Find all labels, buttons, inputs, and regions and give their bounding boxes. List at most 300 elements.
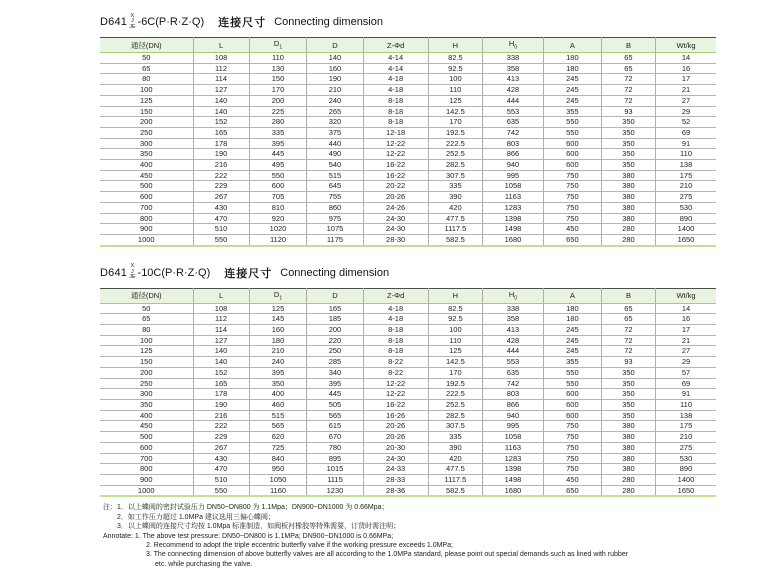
table-cell: 82.5 <box>428 53 482 64</box>
table-cell: 125 <box>249 303 307 314</box>
table-cell: 245 <box>543 346 601 357</box>
table-cell: 380 <box>601 181 655 192</box>
table-cell: 1400 <box>656 474 716 485</box>
table-cell: 600 <box>543 138 601 149</box>
table-cell: 1050 <box>249 474 307 485</box>
table-cell: 600 <box>249 181 307 192</box>
table-cell: 275 <box>656 192 716 203</box>
table-cell: 57 <box>656 367 716 378</box>
table-cell: 4-18 <box>363 85 428 96</box>
table-cell: 267 <box>193 442 249 453</box>
table-cell: 24-33 <box>363 464 428 475</box>
table-cell: 100 <box>100 85 193 96</box>
table-cell: 20-26 <box>363 192 428 203</box>
note-line: Annotate: 1. The above test pressure: DN50~DN800 is 1.1MPa; DN900~DN1000 is 0.66MPa; <box>103 532 394 540</box>
table-cell: 52 <box>656 117 716 128</box>
table-cell: 125 <box>100 95 193 106</box>
table-cell: 12-22 <box>363 149 428 160</box>
table-cell: 350 <box>601 149 655 160</box>
table-cell: 16 <box>656 314 716 325</box>
table-cell: 413 <box>482 325 543 336</box>
table-cell: 240 <box>307 95 363 106</box>
table-cell: 450 <box>100 421 193 432</box>
table-cell: 175 <box>656 421 716 432</box>
table-cell: 91 <box>656 389 716 400</box>
table-row <box>100 474 716 485</box>
table-cell: 335 <box>428 432 482 443</box>
table-cell: 112 <box>193 63 249 74</box>
table-cell: 550 <box>249 170 307 181</box>
table-cell: 582.5 <box>428 234 482 245</box>
table-cell: 165 <box>193 127 249 138</box>
table-cell: 190 <box>307 74 363 85</box>
table-cell: 750 <box>543 453 601 464</box>
table-cell: 165 <box>193 378 249 389</box>
table-cell: 300 <box>100 138 193 149</box>
table-cell: 582.5 <box>428 485 482 496</box>
table-cell: 150 <box>249 74 307 85</box>
table-cell: 550 <box>543 117 601 128</box>
table-cell: 380 <box>601 421 655 432</box>
table-cell: 780 <box>307 442 363 453</box>
table-body <box>100 53 716 246</box>
table-cell: 358 <box>482 314 543 325</box>
column-header: Wt/kg <box>656 288 716 303</box>
table-row <box>100 85 716 96</box>
table-cell: 1498 <box>482 474 543 485</box>
table-cell: 180 <box>543 303 601 314</box>
column-header: Z-Φd <box>363 38 428 53</box>
table-row <box>100 202 716 213</box>
column-header: A <box>543 38 601 53</box>
table-cell: 142.5 <box>428 357 482 368</box>
table-cell: 307.5 <box>428 170 482 181</box>
table-cell: 280 <box>601 474 655 485</box>
table-cell: 245 <box>543 95 601 106</box>
table-row <box>100 346 716 357</box>
column-header: Z-Φd <box>363 288 428 303</box>
table-cell: 428 <box>482 85 543 96</box>
table-cell: 114 <box>193 74 249 85</box>
table-row <box>100 170 716 181</box>
table-cell: 450 <box>100 170 193 181</box>
table-cell: 216 <box>193 410 249 421</box>
table-cell: 430 <box>193 453 249 464</box>
table-cell: 91 <box>656 138 716 149</box>
table-cell: 375 <box>307 127 363 138</box>
table-cell: 180 <box>543 63 601 74</box>
table-cell: 350 <box>100 149 193 160</box>
table-row <box>100 234 716 245</box>
table-header <box>100 38 716 53</box>
table-cell: 80 <box>100 74 193 85</box>
table-cell: 380 <box>601 464 655 475</box>
table-cell: 477.5 <box>428 464 482 475</box>
table-cell: 866 <box>482 399 543 410</box>
table-cell: 1000 <box>100 485 193 496</box>
table-cell: 210 <box>307 85 363 96</box>
table-cell: 20-26 <box>363 421 428 432</box>
table-cell: 553 <box>482 357 543 368</box>
table-cell: 180 <box>543 53 601 64</box>
table-cell: 125 <box>428 346 482 357</box>
table-cell: 112 <box>193 314 249 325</box>
table-cell: 400 <box>100 160 193 171</box>
table-cell: 252.5 <box>428 399 482 410</box>
table-cell: 803 <box>482 389 543 400</box>
table-cell: 500 <box>100 432 193 443</box>
table-row <box>100 192 716 203</box>
table-cell: 65 <box>100 63 193 74</box>
table-cell: 1075 <box>307 224 363 235</box>
table-cell: 160 <box>249 325 307 336</box>
table-cell: 995 <box>482 421 543 432</box>
table-cell: 800 <box>100 213 193 224</box>
table-cell: 100 <box>428 74 482 85</box>
table-cell: 620 <box>249 432 307 443</box>
table-cell: 320 <box>307 117 363 128</box>
table-row <box>100 453 716 464</box>
table-row <box>100 117 716 128</box>
table-cell: 540 <box>307 160 363 171</box>
table-cell: 16-22 <box>363 160 428 171</box>
table-cell: 245 <box>543 335 601 346</box>
table-cell: 114 <box>193 325 249 336</box>
table-cell: 72 <box>601 335 655 346</box>
table-cell: 282.5 <box>428 410 482 421</box>
table-cell: 750 <box>543 192 601 203</box>
table-cell: 20-26 <box>363 432 428 443</box>
table-cell: 225 <box>249 106 307 117</box>
table-cell: 250 <box>100 378 193 389</box>
table-cell: 1015 <box>307 464 363 475</box>
table-cell: 650 <box>543 234 601 245</box>
table-cell: 8-18 <box>363 117 428 128</box>
table-cell: 8-18 <box>363 335 428 346</box>
column-header: B <box>601 38 655 53</box>
table-cell: 1175 <box>307 234 363 245</box>
table-cell: 420 <box>428 202 482 213</box>
table-cell: 600 <box>543 160 601 171</box>
table-cell: 110 <box>656 149 716 160</box>
table-cell: 28-33 <box>363 474 428 485</box>
table-cell: 65 <box>601 314 655 325</box>
table-cell: 69 <box>656 378 716 389</box>
table-cell: 395 <box>249 367 307 378</box>
table-cell: 750 <box>543 181 601 192</box>
table-cell: 222.5 <box>428 389 482 400</box>
table-cell: 138 <box>656 160 716 171</box>
table-cell: 460 <box>249 399 307 410</box>
table-cell: 600 <box>543 389 601 400</box>
table-cell: 192.5 <box>428 127 482 138</box>
table-cell: 150 <box>100 106 193 117</box>
table-cell: 565 <box>249 421 307 432</box>
table-cell: 8-22 <box>363 357 428 368</box>
table-cell: 445 <box>249 149 307 160</box>
table-cell: 108 <box>193 303 249 314</box>
pressure-spec: -6C(P·R·Z·Q) <box>137 16 205 28</box>
table-cell: 670 <box>307 432 363 443</box>
table-cell: 8-18 <box>363 95 428 106</box>
table-cell: 1400 <box>656 224 716 235</box>
table-cell: 890 <box>656 213 716 224</box>
model-code: D641 <box>100 16 128 28</box>
table-cell: 755 <box>307 192 363 203</box>
table-cell: 995 <box>482 170 543 181</box>
table-body <box>100 303 716 496</box>
table-cell: 12-22 <box>363 378 428 389</box>
table-cell: 600 <box>543 410 601 421</box>
table-cell: 380 <box>601 442 655 453</box>
table-cell: 395 <box>249 138 307 149</box>
table-cell: 14 <box>681 303 691 313</box>
table-cell: 142.5 <box>428 106 482 117</box>
table-cell: 72 <box>601 95 655 106</box>
table-cell: 600 <box>543 399 601 410</box>
table-cell: 920 <box>249 213 307 224</box>
table-cell: 65 <box>100 314 193 325</box>
table-cell: 200 <box>249 95 307 106</box>
column-header: 通径(DN) <box>100 288 193 303</box>
table-cell: 72 <box>601 74 655 85</box>
table-cell: 265 <box>307 106 363 117</box>
table-cell: 550 <box>193 485 249 496</box>
table-cell: 92.5 <box>428 63 482 74</box>
table-cell: 222.5 <box>428 138 482 149</box>
model-variant: X <box>130 12 135 19</box>
table-cell: 108 <box>193 53 249 64</box>
table-cell: 380 <box>601 170 655 181</box>
table-cell: 50 <box>100 53 193 64</box>
section-title-6c <box>100 9 720 35</box>
column-header: H <box>428 38 482 53</box>
column-header: L <box>193 38 249 53</box>
model-variant-stack <box>129 14 135 31</box>
table-cell: 380 <box>601 213 655 224</box>
table-cell: 252.5 <box>428 149 482 160</box>
table-cell: 12-18 <box>363 127 428 138</box>
table-cell: 1058 <box>482 432 543 443</box>
table-cell: 950 <box>249 464 307 475</box>
table-cell: 8-22 <box>363 367 428 378</box>
table-cell: 495 <box>249 160 307 171</box>
table-row <box>100 367 716 378</box>
table-cell: 470 <box>193 464 249 475</box>
table-cell: 355 <box>543 357 601 368</box>
table-cell: 192.5 <box>428 378 482 389</box>
table-cell: 413 <box>482 74 543 85</box>
table-cell: 216 <box>193 160 249 171</box>
table-cell: 24-30 <box>363 453 428 464</box>
table-cell: 24-30 <box>363 224 428 235</box>
table-cell: 490 <box>307 149 363 160</box>
table-cell: 267 <box>193 192 249 203</box>
column-header: D <box>307 288 363 303</box>
table-cell: 1283 <box>482 202 543 213</box>
table-cell: 335 <box>249 127 307 138</box>
table-cell: 240 <box>249 357 307 368</box>
table-cell: 350 <box>601 367 655 378</box>
table-cell: 338 <box>482 303 543 314</box>
table-cell: 127 <box>193 85 249 96</box>
table-cell: 1020 <box>249 224 307 235</box>
table-cell: 210 <box>656 181 716 192</box>
table-cell: 750 <box>543 202 601 213</box>
table-cell: 100 <box>100 335 193 346</box>
table-row <box>100 63 716 74</box>
table-cell: 645 <box>307 181 363 192</box>
table-cell: 600 <box>543 149 601 160</box>
column-header: $D_1$ <box>249 288 307 303</box>
table-row <box>100 464 716 475</box>
note-line: 2. Recommend to adopt the triple eccentric butterfly valve if the working pressure exceeds 1.0MPa; <box>146 541 453 549</box>
table-cell: 1650 <box>656 485 716 496</box>
table-cell: 390 <box>428 192 482 203</box>
table-cell: 1117.5 <box>428 224 482 235</box>
table-cell: 615 <box>307 421 363 432</box>
table-cell: 245 <box>543 85 601 96</box>
table-cell: 29 <box>656 357 716 368</box>
table-cell: 72 <box>601 325 655 336</box>
table-cell: 27 <box>656 95 716 106</box>
model-variant: J <box>130 268 134 275</box>
table-cell: 93 <box>601 357 655 368</box>
table-cell: 530 <box>656 453 716 464</box>
table-cell: 16-22 <box>363 170 428 181</box>
table-cell: 152 <box>193 117 249 128</box>
model-variant: JE <box>129 274 136 281</box>
table-cell: 140 <box>193 95 249 106</box>
table-cell: 21 <box>656 335 716 346</box>
table-cell: 80 <box>100 325 193 336</box>
table-cell: 350 <box>249 378 307 389</box>
table-row <box>100 106 716 117</box>
table-cell: 65 <box>601 63 655 74</box>
table-row <box>100 314 716 325</box>
table-cell: 280 <box>601 234 655 245</box>
table-row <box>100 53 716 64</box>
table-cell: 530 <box>656 202 716 213</box>
table-cell: 380 <box>601 432 655 443</box>
column-header: $H_0$ <box>482 288 543 303</box>
table-cell: 350 <box>601 378 655 389</box>
table-cell: 750 <box>543 464 601 475</box>
table-cell: 470 <box>193 213 249 224</box>
table-cell: 840 <box>249 453 307 464</box>
note-line: etc. while purchasing the valve. <box>155 560 253 568</box>
table-cell: 900 <box>100 224 193 235</box>
table-cell: 750 <box>543 432 601 443</box>
column-header: 通径(DN) <box>100 38 193 53</box>
table-cell: 140 <box>193 106 249 117</box>
table-cell: 150 <box>100 357 193 368</box>
table-cell: 93 <box>601 106 655 117</box>
table-cell: 1398 <box>482 464 543 475</box>
table-cell: 82.5 <box>428 303 482 314</box>
table-cell: 866 <box>482 149 543 160</box>
table-cell: 350 <box>601 389 655 400</box>
table-row <box>100 325 716 336</box>
column-header: Wt/kg <box>656 38 716 53</box>
table-cell: 650 <box>543 485 601 496</box>
table-cell: 515 <box>249 410 307 421</box>
table-cell: 477.5 <box>428 213 482 224</box>
table-row <box>100 213 716 224</box>
table-cell: 222 <box>193 170 249 181</box>
table-row <box>100 138 716 149</box>
table-cell: 222 <box>193 421 249 432</box>
table-cell: 940 <box>482 410 543 421</box>
table-row <box>100 399 716 410</box>
table-cell: 725 <box>249 442 307 453</box>
table-row <box>100 74 716 85</box>
table-cell: 742 <box>482 127 543 138</box>
column-header: D <box>307 38 363 53</box>
table-cell: 24-30 <box>363 213 428 224</box>
table-cell: 16-22 <box>363 399 428 410</box>
table-cell: 275 <box>656 442 716 453</box>
table-cell: 220 <box>307 335 363 346</box>
table-cell: 110 <box>656 399 716 410</box>
table-cell: 200 <box>307 325 363 336</box>
table-cell: 138 <box>656 410 716 421</box>
table-row <box>100 95 716 106</box>
table-cell: 210 <box>656 432 716 443</box>
table-cell: 178 <box>193 389 249 400</box>
table-cell: 24-26 <box>363 202 428 213</box>
column-header: H <box>428 288 482 303</box>
table-cell: 170 <box>428 117 482 128</box>
table-cell: 450 <box>543 474 601 485</box>
table-row <box>100 442 716 453</box>
column-header: L <box>193 288 249 303</box>
table-cell: 890 <box>656 464 716 475</box>
table-row <box>100 224 716 235</box>
table-cell: 440 <box>307 138 363 149</box>
note-line: 注：1．以上蝶阀的密封试验压力 DN50~DN800 为 1.1Mpa；DN900~DN1000 为 0.66Mpa； <box>103 504 389 512</box>
table-cell: 510 <box>193 474 249 485</box>
table-cell: 700 <box>100 453 193 464</box>
table-cell: 190 <box>193 399 249 410</box>
table-cell: 444 <box>482 95 543 106</box>
table-row <box>100 389 716 400</box>
table-cell: 300 <box>100 389 193 400</box>
table-cell: 100 <box>428 325 482 336</box>
table-row <box>100 421 716 432</box>
table-cell: 140 <box>193 357 249 368</box>
table-cell: 29 <box>656 106 716 117</box>
table-cell: 355 <box>543 106 601 117</box>
table-cell: 1117.5 <box>428 474 482 485</box>
table-cell: 4-18 <box>363 314 428 325</box>
table-cell: 550 <box>543 127 601 138</box>
dimension-table-10c <box>100 288 716 498</box>
table-cell: 21 <box>656 85 716 96</box>
table-cell: 282.5 <box>428 160 482 171</box>
table-row <box>100 303 716 314</box>
table-cell: 170 <box>249 85 307 96</box>
column-header: B <box>601 288 655 303</box>
table-cell: 165 <box>307 303 363 314</box>
table-cell: 803 <box>482 138 543 149</box>
table-header <box>100 288 716 303</box>
model-variant: X <box>130 263 135 270</box>
table-cell: 1680 <box>482 234 543 245</box>
table-cell: 17 <box>656 74 716 85</box>
table-cell: 185 <box>307 314 363 325</box>
table-cell: 8-18 <box>363 346 428 357</box>
